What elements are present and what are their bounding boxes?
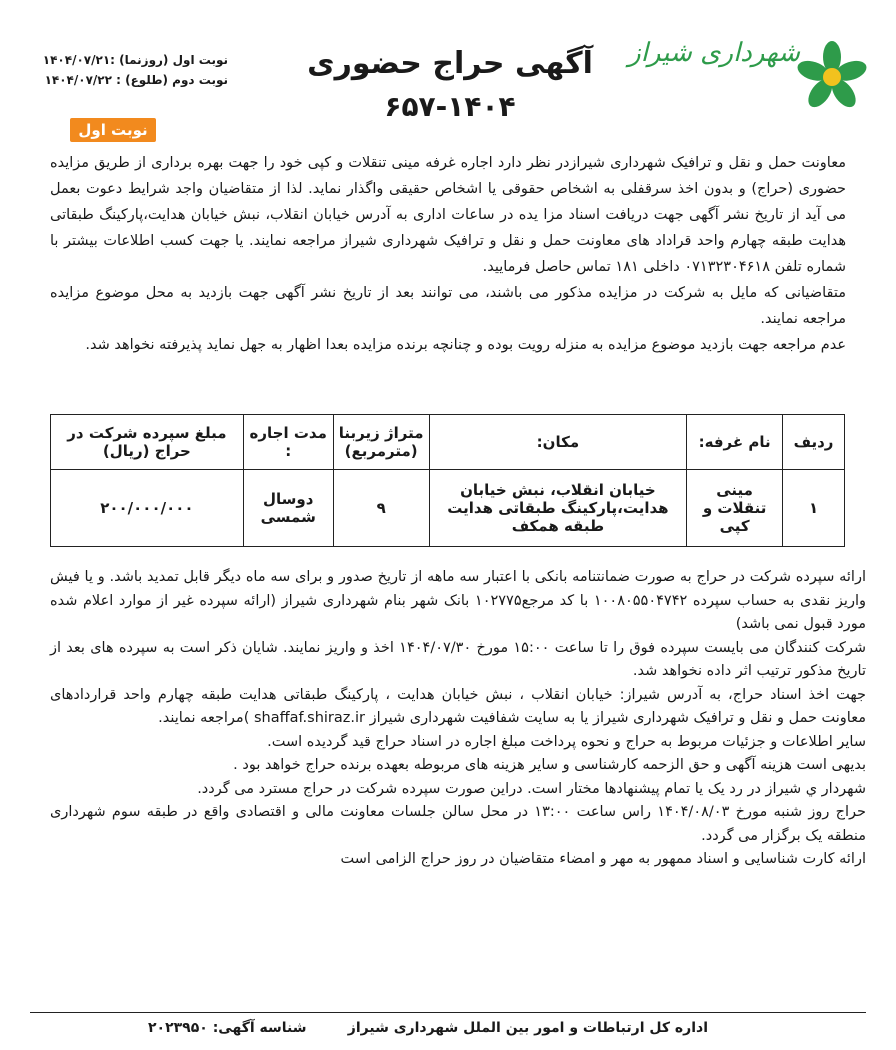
intro-paragraph-2: متقاضیانی که مایل به شرکت در مزایده مذکور می باشند، می توانند بعد از تاریخ نشر آگهی جهت بازدید به محل موضوع مزایده مراجعه نمایند. [50, 285, 846, 327]
cell-deposit: ۲۰۰/۰۰۰/۰۰۰ [51, 470, 244, 547]
term-deposit: ارائه سپرده شرکت در حراج به صورت ضمانتنامه بانکی با اعتبار سه ماهه از تاریخ صدور و برای سه ماه دیگر قابل تمدید باشد. و یا فیش واریز نقدی به حساب سپرده ۱۰۰۸۰۵۵۰۴۷۴۲ با کد مرجع۱۰۲۷۷۵ بانک شهر بنام شهرداری شیراز (ارائه سپرده غیر از موارد اعلام شده مورد قبول نمی باشد) [50, 569, 866, 632]
header-booth-name: نام غرفه: [687, 415, 783, 470]
header [0, 0, 896, 139]
term-auction-date: حراج روز شنبه مورخ ۱۴۰۴/۰۸/۰۳ راس ساعت ۱۳:۰۰ در محل سالن جلسات معاونت مالی و اقتصادی واقع در طبقه سوم شهرداری منطقه یک برگزار می گردد. [50, 804, 866, 844]
header-area: متراژ زیربنا (مترمربع) [333, 415, 429, 470]
notice-number: ۶۵۷-۱۴۰۴ [384, 90, 516, 123]
header-row-number: ردیف [783, 415, 845, 470]
intro-text [50, 150, 846, 358]
table-row [51, 470, 845, 547]
header-lease-period: مدت اجاره : [243, 415, 333, 470]
cell-booth-name: مینی تنقلات و کپی [687, 470, 783, 547]
notice-title: آگهی حراج حضوری [307, 46, 593, 81]
cell-lease-period: دوسال شمسی [243, 470, 333, 547]
intro-paragraph-1: معاونت حمل و نقل و ترافیک شهرداری شیرازدر نظر دارد اجاره غرفه مینی تنقلات و کپی خود را جهت بهره برداری از طریق مزایده حضوری (حراج) و بدون اخذ سرقفلی به اشخاص حقوقی یا اشخاص حقیقی واگذار نماید. لذا از متقاضیان واجد شرایط دعوت بعمل می آید از تاریخ نشر آگهی جهت دریافت اسناد مزا یده در ساعات اداری به آدرس خیابان انقلاب، نبش خیابان هدایت،پارکینگ طبقاتی هدایت طبقه چهارم واحد قراداد های معاونت حمل و نقل و ترافیک شهرداری شیراز مراجعه نمایند. یا جهت کسب اطلاعات بیشتر با شماره تلفن ۰۷۱۳۲۳۰۴۶۱۸ داخلی ۱۸۱ تماس حاصل فرمایید. [50, 155, 846, 275]
term-deadline: شرکت کنندگان می بایست سپرده فوق را تا ساعت ۱۵:۰۰ مورخ ۱۴۰۴/۰۷/۳۰ اخذ و واریز نمایند. شایان ذکر است به سپرده های بعد از تاریخ مذکور ترتیب اثر داده نخواهد شد. [50, 639, 866, 679]
footer-office: اداره کل ارتباطات و امور بین الملل شهرداری شیراز [347, 1020, 708, 1036]
term-id-card: ارائه کارت شناسایی و اسناد ممهور به مهر و امضاء متقاضیان در روز حراج الزامی است [340, 851, 866, 867]
header-location: مکان: [429, 415, 687, 470]
publication-dates [8, 50, 228, 90]
intro-paragraph-3: عدم مراجعه جهت بازدید موضوع مزایده به منزله رویت بوده و چنانچه برنده مزایده بعدا اظهار به جهل نماید پذیرفته نخواهد شد. [85, 337, 846, 353]
header-deposit: مبلغ سپرده شرکت در حراج (ریال) [51, 415, 244, 470]
term-documents: جهت اخذ اسناد حراج، به آدرس شیراز: خیابان انقلاب ، نبش خیابان هدایت ، پارکینگ طبقاتی هدایت طبقه چهارم واحد قراردادهای معاونت حمل و نقل و ترافیک شهرداری شیراز یا به سایت شفافیت شهرداری شیراز shaffaf.shiraz.ir )مراجعه نمایند. [50, 686, 866, 726]
flower-emblem-icon [795, 41, 869, 111]
footer-divider [30, 1012, 866, 1013]
table-header-row [51, 415, 845, 470]
cell-area: ۹ [333, 470, 429, 547]
term-rejection: شهردار ي شیراز در رد یک یا تمام پیشنهادها مختار است. دراین صورت سپرده شرکت در حراج مسترد می گردد. [197, 780, 866, 797]
cell-location: خیابان انقلاب، نبش خیابان هدایت،پارکینگ طبقاتی هدایت طبقه همکف [429, 470, 687, 547]
round-badge: نوبت اول [70, 118, 156, 142]
footer-ad-id: شناسه آگهی: ۲۰۲۳۹۵۰ [148, 1020, 307, 1036]
first-publication: نوبت اول (روزنما) :۱۴۰۴/۰۷/۲۱ [42, 53, 228, 67]
auction-table [50, 414, 845, 547]
cell-row-number: ۱ [783, 470, 845, 547]
second-publication: نوبت دوم (طلوع) : ۱۴۰۴/۰۷/۲۲ [44, 73, 228, 87]
term-details: سایر اطلاعات و جزئیات مربوط به حراج و نحوه پرداخت مبلغ اجاره در اسناد حراج قید گردیده است. [267, 733, 866, 750]
terms-text [50, 566, 866, 872]
logo-wordmark: شهرداری شیراز [628, 38, 800, 68]
term-costs: بدیهی است هزینه آگهی و حق الزحمه کارشناسی و سایر هزینه های مربوطه بعهده برنده حراج خواهد بود . [233, 757, 866, 773]
